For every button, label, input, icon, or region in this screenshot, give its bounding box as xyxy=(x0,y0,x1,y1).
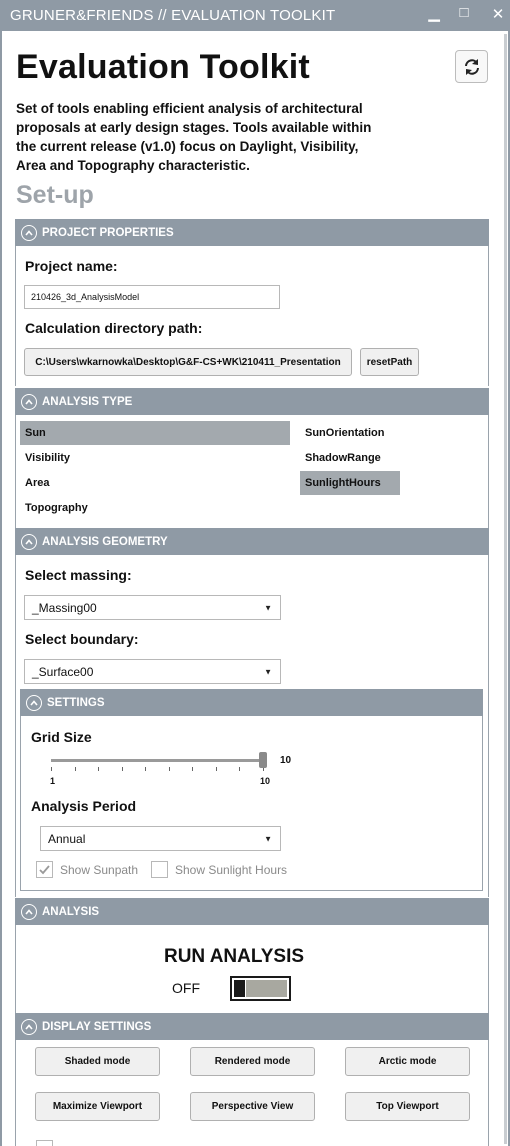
show-sunpath-checkbox[interactable] xyxy=(36,861,53,878)
chevron-up-icon xyxy=(21,534,37,550)
section-analysis-type-header[interactable] xyxy=(15,388,489,415)
analysis-type-sunorientation[interactable]: SunOrientation xyxy=(305,427,385,439)
window-border-left xyxy=(0,31,2,1146)
massing-select[interactable] xyxy=(24,595,281,620)
section-analysis-geometry-header[interactable] xyxy=(15,528,489,555)
analysis-type-sunlighthours[interactable]: SunlightHours xyxy=(300,471,400,495)
project-name-label: Project name: xyxy=(25,258,118,274)
analysis-period-value: Annual xyxy=(48,831,86,846)
maximize-button[interactable]: □ xyxy=(459,4,469,21)
dropdown-arrow-icon: ▼ xyxy=(264,667,272,676)
minimize-button[interactable]: ▁ xyxy=(428,5,440,22)
refresh-icon xyxy=(462,57,482,77)
slider-track xyxy=(51,759,263,762)
display-option-checkbox[interactable] xyxy=(36,1140,53,1146)
analysis-type-topography[interactable]: Topography xyxy=(25,502,88,514)
chevron-up-icon xyxy=(21,904,37,920)
checkmark-icon xyxy=(38,863,51,876)
run-analysis-toggle[interactable] xyxy=(230,976,291,1001)
perspective-view-button[interactable]: Perspective View xyxy=(190,1092,315,1121)
calc-dir-path-button[interactable]: C:\Users\wkarnowka\Desktop\G&F-CS+WK\210411_Presentation xyxy=(24,348,352,376)
section-analysis-type-label: ANALYSIS TYPE xyxy=(42,395,133,408)
massing-select-value: _Massing00 xyxy=(32,600,97,615)
setup-heading: Set-up xyxy=(16,181,94,209)
select-boundary-label: Select boundary: xyxy=(25,631,139,647)
chevron-up-icon xyxy=(21,1019,37,1035)
dropdown-arrow-icon: ▼ xyxy=(264,603,272,612)
calc-dir-label: Calculation directory path: xyxy=(25,320,203,336)
toolkit-description: Set of tools enabling efficient analysis of architectural proposals at early design stages. Tools available within the current release (v1.0) focus on Daylight, Visibility, Area and Topography characteristic. xyxy=(16,101,372,173)
slider-tick xyxy=(239,767,240,771)
page-title: Evaluation Toolkit xyxy=(16,48,310,86)
rendered-mode-button[interactable]: Rendered mode xyxy=(190,1047,315,1076)
slider-tick xyxy=(122,767,123,771)
slider-tick xyxy=(216,767,217,771)
analysis-period-label: Analysis Period xyxy=(31,798,137,814)
dropdown-arrow-icon: ▼ xyxy=(264,834,272,843)
maximize-viewport-button[interactable]: Maximize Viewport xyxy=(35,1092,160,1121)
slider-tick xyxy=(51,767,52,771)
section-settings-label: SETTINGS xyxy=(47,696,105,709)
run-analysis-label: RUN ANALYSIS xyxy=(163,946,305,967)
section-project-properties-label: PROJECT PROPERTIES xyxy=(42,226,174,239)
section-settings-header[interactable] xyxy=(20,689,483,716)
analysis-period-select[interactable] xyxy=(40,826,281,851)
chevron-up-icon xyxy=(21,225,37,241)
show-sunlight-hours-label: Show Sunlight Hours xyxy=(175,863,288,877)
chevron-up-icon xyxy=(26,695,42,711)
project-name-input[interactable]: 210426_3d_AnalysisModel xyxy=(24,285,280,309)
analysis-type-visibility[interactable]: Visibility xyxy=(25,452,71,464)
arctic-mode-button[interactable]: Arctic mode xyxy=(345,1047,470,1076)
section-analysis-geometry-label: ANALYSIS GEOMETRY xyxy=(42,535,168,548)
section-analysis-label: ANALYSIS xyxy=(42,905,100,918)
section-project-properties-header[interactable] xyxy=(15,219,489,246)
slider-thumb[interactable] xyxy=(259,752,267,768)
show-sunlight-hours-checkbox[interactable] xyxy=(151,861,168,878)
section-display-settings-label: DISPLAY SETTINGS xyxy=(42,1020,152,1033)
select-massing-label: Select massing: xyxy=(25,567,132,583)
top-viewport-button[interactable]: Top Viewport xyxy=(345,1092,470,1121)
shaded-mode-button[interactable]: Shaded mode xyxy=(35,1047,160,1076)
toggle-track xyxy=(246,980,287,997)
analysis-type-shadowrange[interactable]: ShadowRange xyxy=(305,452,381,464)
toggle-knob xyxy=(234,980,245,997)
chevron-up-icon xyxy=(21,394,37,410)
section-display-settings-header[interactable] xyxy=(15,1013,489,1040)
run-analysis-state: OFF xyxy=(172,980,200,996)
refresh-button[interactable] xyxy=(455,50,488,83)
slider-tick xyxy=(98,767,99,771)
window-title: GRUNER&FRIENDS // EVALUATION TOOLKIT xyxy=(10,7,336,24)
slider-tick xyxy=(145,767,146,771)
scrollbar[interactable] xyxy=(504,34,507,1144)
boundary-select-value: _Surface00 xyxy=(32,664,94,679)
show-sunpath-label: Show Sunpath xyxy=(60,863,139,877)
slider-tick xyxy=(169,767,170,771)
section-analysis-header[interactable] xyxy=(15,898,489,925)
boundary-select[interactable] xyxy=(24,659,281,684)
grid-min-label: 1 xyxy=(50,776,56,786)
grid-size-slider[interactable] xyxy=(48,752,270,774)
slider-tick xyxy=(75,767,76,771)
analysis-type-area[interactable]: Area xyxy=(25,477,50,489)
close-button[interactable]: ✕ xyxy=(491,6,505,23)
slider-tick xyxy=(192,767,193,771)
grid-size-value: 10 xyxy=(280,755,292,766)
grid-size-label: Grid Size xyxy=(31,729,92,745)
grid-max-label: 10 xyxy=(260,776,271,786)
reset-path-button[interactable]: resetPath xyxy=(360,348,419,376)
window-titlebar xyxy=(0,0,510,31)
analysis-type-sun[interactable]: Sun xyxy=(20,421,290,445)
